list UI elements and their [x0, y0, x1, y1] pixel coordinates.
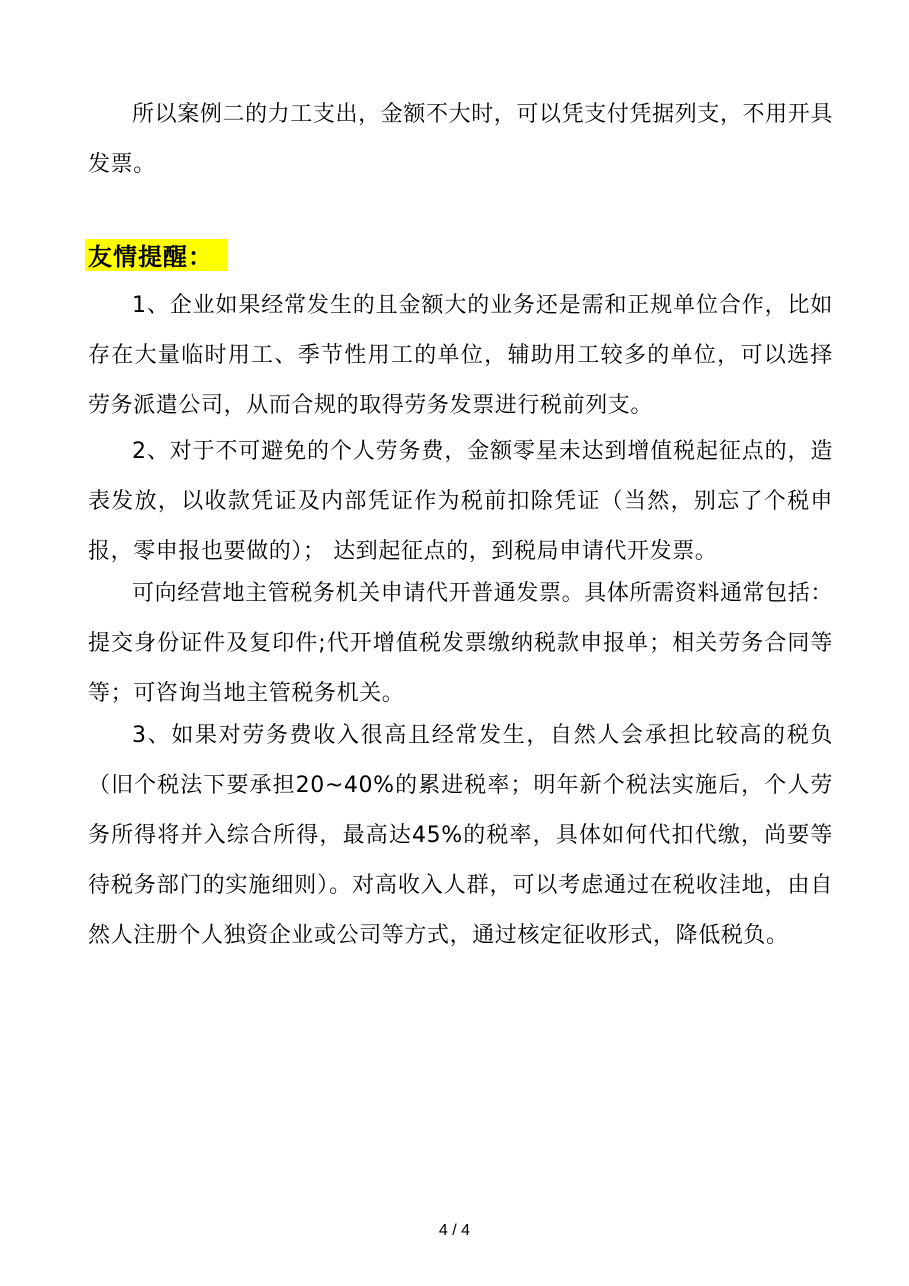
reminder-item-1: 1、企业如果经常发生的且金额大的业务还是需和正规单位合作，比如存在大量临时用工、季节性用工的单位，辅助用工较多的单位，可以选择劳务派遣公司，从而合规的取得劳务发票进行税前列支。: [88, 293, 833, 418]
reminder-heading: 友情提醒：: [85, 239, 227, 271]
intro-paragraph: 所以案例二的力工支出，金额不大时，可以凭支付凭据列支，不用开具发票。: [88, 102, 833, 177]
reminder-item-2: 2、对于不可避免的个人劳务费，金额零星未达到增值税起征点的，造表发放，以收款凭证及内部凭证作为税前扣除凭证（当然，别忘了个税申报，零申报也要做的）； 达到起征点的，到税局申请代开发票。: [88, 439, 833, 564]
reminder-item-3: 3、如果对劳务费收入很高且经常发生，自然人会承担比较高的税负（旧个税法下要承担20~40%的累进税率；明年新个税法实施后，个人劳务所得将并入综合所得，最高达45%的税率，具体如何代扣代缴，尚要等待税务部门的实施细则）。对高收入人群，可以考虑通过在税收洼地，由自然人注册个人独资企业或公司等方式，通过核定征收形式，降低税负。: [88, 723, 833, 948]
invoice-info-paragraph: 可向经营地主管税务机关申请代开普通发票。具体所需资料通常包括：提交身份证件及复印件;代开增值税发票缴纳税款申报单；相关劳务合同等等；可咨询当地主管税务机关。: [88, 581, 833, 706]
page-number: 4 / 4: [438, 1222, 471, 1239]
